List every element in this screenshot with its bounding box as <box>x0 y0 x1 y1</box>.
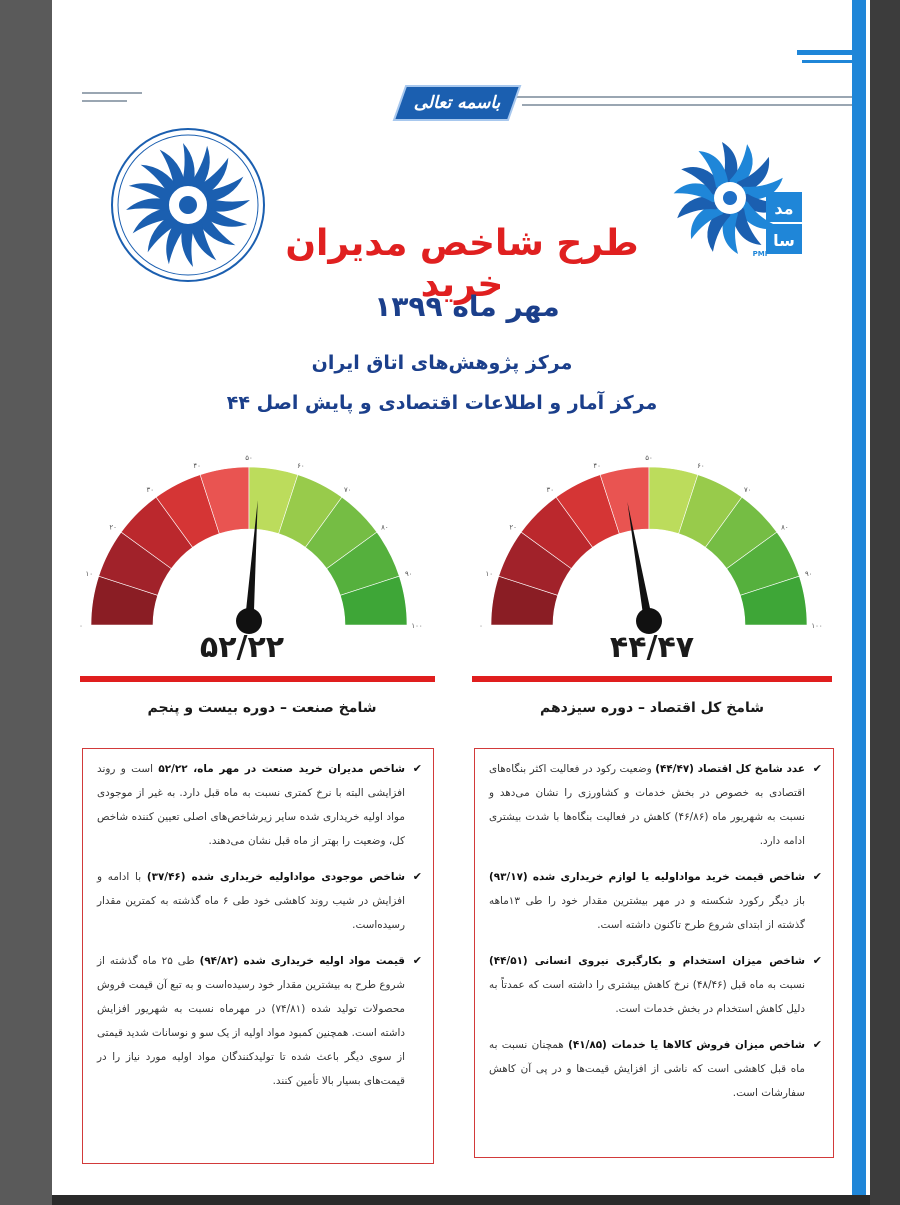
divider-line <box>80 676 435 682</box>
list-item-bold: شاخص موجودی مواداولیه خریداری شده (۳۷/۴۶) <box>146 871 405 883</box>
gauge-tick-label: ۱۰ <box>85 570 93 579</box>
check-icon: ✔ <box>412 870 422 883</box>
list-item-text: طی ۲۵ ماه گذشته از شروع طرح به بیشترین مقدار خود رسیده‌است و به تبع آن قیمت فروش محصولات تولید شده (۷۴/۸۱) در مهرماه نسبت به شهریور افزایش داشته است. همچنین کمبود مواد اولیه از یک سو و نوسانات شدید قیمتی از سوی دیگر باعث شده تا تولیدکنندگان مواد اولیه مورد نیاز را در قیمت‌های بسیار بالا تأمین کنند. <box>97 955 405 1087</box>
gauge-tick-label: ۷۰ <box>343 486 352 495</box>
industry-notes-box <box>82 748 434 1164</box>
list-item <box>97 949 422 1093</box>
list-item-text: وضعیت رکود در فعالیت اکثر بنگاه‌های اقتصادی به خصوص در بخش خدمات و کشاورزی را نشان می‌دهد و نسبت به شهریور ماه (۴۶/۸۶) کاهش در فعالیت بنگاه‌ها با شدت بیشتری ادامه دارد. <box>489 763 805 847</box>
gauge-economy-value: ۴۴/۴۷ <box>609 630 695 665</box>
viewer-bottom-edge <box>52 1195 870 1205</box>
svg-text:PMI: PMI <box>752 250 768 258</box>
list-item-bold: قیمت مواد اولیه خریداری شده (۹۴/۸۲) <box>199 955 405 967</box>
check-icon: ✔ <box>812 1038 822 1051</box>
gauge-tick-label: ۱۰۰ <box>811 622 823 630</box>
gauge-tick-label: ۸۰ <box>381 523 389 532</box>
report-date: مهر ماه ۱۳۹۹ <box>374 290 560 323</box>
list-item-bold: شاخص میزان استخدام و بکارگیری نیروی انسانی (۴۴/۵۱) <box>489 955 805 967</box>
divider-line <box>472 676 832 682</box>
organization-line-1: مرکز پژوهش‌های اتاق ایران <box>311 352 573 374</box>
list-item <box>489 757 822 853</box>
gauge-economy <box>479 454 823 635</box>
economy-notes-box <box>474 748 834 1158</box>
accent-stripe <box>802 60 852 63</box>
main-title: طرح شاخص مدیران خرید <box>285 223 639 305</box>
gauge-tick-label: ۰ <box>479 622 483 630</box>
list-item-text: نسبت به ماه قبل (۴۸/۴۶) نرخ کاهش بیشتری را داشته است که عمدتاً به دلیل کاهش استخدام در بخش خدمات است. <box>489 979 806 1015</box>
gauge-tick-label: ۳۰ <box>146 486 155 495</box>
gauge-tick-label: ۲۰ <box>109 523 117 532</box>
list-item-text: همچنان نسبت به ماه قبل کاهشی است که ناشی از افزایش قیمت‌ها و در پی آن کاهش سفارشات است. <box>489 1039 805 1099</box>
list-item-bold: شاخص مدیران خرید صنعت در مهر ماه، ۵۲/۲۲ <box>158 763 405 775</box>
list-item <box>97 757 422 853</box>
check-icon: ✔ <box>412 954 422 967</box>
section-title-industry: شامخ صنعت – دوره بیست و پنجم <box>147 700 377 716</box>
organization-line-2: مرکز آمار و اطلاعات اقتصادی و پایش اصل ۴۴ <box>226 392 658 414</box>
gauge-tick-label: ۴۰ <box>593 462 601 471</box>
gauge-industry-value: ۵۲/۲۲ <box>199 630 285 665</box>
list-item-text: با ادامه و افزایش در شیب روند کاهشی خود طی ۶ ماه گذشته به کمترین مقدار رسیده‌است. <box>97 871 405 931</box>
list-item <box>489 865 822 937</box>
header-tag <box>392 84 522 122</box>
check-icon: ✔ <box>412 762 422 775</box>
gauge-tick-label: ۶۰ <box>697 462 705 471</box>
gauge-tick-label: ۸۰ <box>781 523 789 532</box>
check-icon: ✔ <box>812 954 822 967</box>
gauge-tick-label: ۳۰ <box>546 486 555 495</box>
gauge-tick-label: ۱۰۰ <box>411 622 423 630</box>
svg-text:مد: مد <box>774 199 794 218</box>
viewer-left-margin <box>0 0 52 1205</box>
section-title-economy: شامخ کل اقتصاد – دوره سیزدهم <box>540 700 764 716</box>
gauge-tick-label: ۷۰ <box>743 486 752 495</box>
viewer-scrollbar-area[interactable] <box>870 0 900 1205</box>
accent-stripe <box>797 50 852 55</box>
gauge-tick-label: ۵۰ <box>645 454 653 462</box>
gauge-tick-label: ۴۰ <box>193 462 201 471</box>
pmi-logo <box>672 140 807 270</box>
list-item-bold: عدد شامخ کل اقتصاد (۴۴/۴۷) <box>655 763 806 775</box>
document-page <box>52 0 870 1195</box>
list-item-text: است و روند افزایشی البته با نرخ کمتری نسبت به ماه قبل دارد. به غیر از موجودی مواد اولیه خریداری شده سایر زیرشاخص‌های اصلی تعیین کننده شاخص کل، وضعیت را بهتر از ماه قبل نشان می‌دهند. <box>97 763 405 847</box>
check-icon: ✔ <box>812 870 822 883</box>
gauge-tick-label: ۰ <box>79 622 83 630</box>
header-tag-text: باسمه تعالی <box>413 93 501 113</box>
list-item <box>489 949 822 1021</box>
list-item-bold: شاخص میزان فروش کالاها یا خدمات (۴۱/۸۵) <box>568 1039 806 1051</box>
svg-text:سا: سا <box>773 231 795 250</box>
gauge-tick-label: ۵۰ <box>245 454 253 462</box>
gauge-tick-label: ۹۰ <box>405 570 413 579</box>
check-icon: ✔ <box>812 762 822 775</box>
gauge-industry <box>79 454 423 635</box>
list-item-text: باز دیگر رکورد شکسته و در مهر بیشترین مقدار خود را طی ۱۳ماهه گذشته از ابتدای شروع طرح تاکنون داشته است. <box>489 895 805 931</box>
gauge-tick-label: ۲۰ <box>509 523 517 532</box>
gauge-tick-label: ۱۰ <box>485 570 493 579</box>
blue-side-bar <box>852 0 866 1195</box>
gauge-tick-label: ۶۰ <box>297 462 305 471</box>
gauge-tick-label: ۹۰ <box>805 570 813 579</box>
list-item <box>489 1033 822 1105</box>
list-item <box>97 865 422 937</box>
list-item-bold: شاخص قیمت خرید مواداولیه یا لوازم خریداری شده (۹۳/۱۷) <box>489 871 805 883</box>
